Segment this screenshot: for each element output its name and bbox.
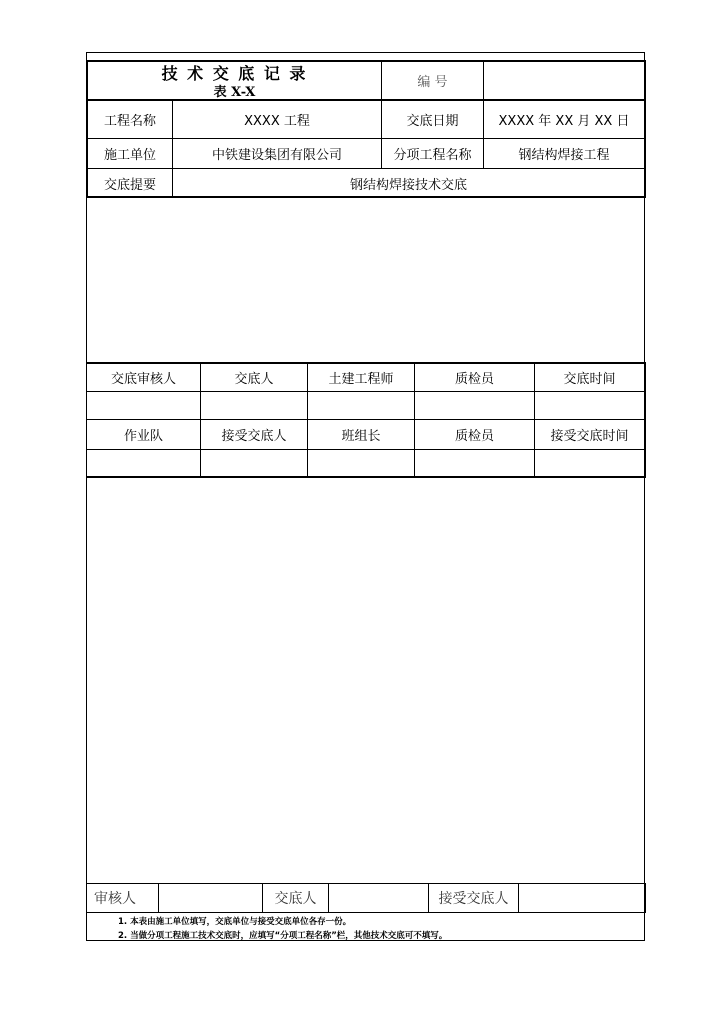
col-header-team-leader: 班组长 — [341, 429, 381, 444]
signature-cell[interactable] — [308, 450, 414, 477]
footer-reviewer-label: 审核人 — [94, 891, 136, 907]
note-1: 1. 本表由施工单位填写，交底单位与接受交底单位各存一份。 — [118, 917, 352, 927]
summary-field[interactable]: 钢结构焊接技术交底 — [349, 177, 467, 193]
form-subtitle: 表 X-X — [213, 84, 256, 100]
project-name-label: 工程名称 — [103, 114, 156, 129]
footer-receiver-label: 接受交底人 — [438, 891, 509, 907]
col-header-receive-time: 接受交底时间 — [550, 429, 629, 444]
signature-cell[interactable] — [535, 450, 644, 477]
col-header-civil-engineer: 土建工程师 — [328, 372, 394, 387]
col-header-disclosure-time: 交底时间 — [563, 372, 616, 387]
footer-receiver-field[interactable] — [519, 884, 644, 912]
footer-reviewer-field[interactable] — [159, 884, 262, 912]
form-title: 技 术 交 底 记 录 — [161, 63, 308, 83]
col-header-work-team: 作业队 — [123, 429, 163, 444]
note-2: 2. 当做分项工程施工技术交底时，应填写“分项工程名称”栏，其他技术交底可不填写。 — [118, 931, 448, 941]
subitem-name-label: 分项工程名称 — [393, 148, 472, 163]
number-field[interactable] — [484, 62, 644, 99]
signature-cell[interactable] — [87, 450, 200, 477]
footer-discloser-label: 交底人 — [274, 891, 317, 907]
disclosure-date-label: 交底日期 — [406, 114, 459, 129]
footer-discloser-field[interactable] — [329, 884, 428, 912]
signature-cell[interactable] — [415, 450, 534, 477]
col-header-inspector-2: 质检员 — [454, 429, 494, 444]
col-header-discloser: 交底人 — [234, 372, 274, 387]
signature-cell[interactable] — [415, 392, 534, 419]
subitem-name-field[interactable]: 钢结构焊接工程 — [518, 148, 610, 163]
number-label: 编 号 — [417, 75, 448, 90]
col-header-inspector: 质检员 — [454, 372, 494, 387]
signature-cell[interactable] — [535, 392, 644, 419]
project-name-field[interactable]: XXXX 工程 — [244, 114, 310, 129]
construction-unit-field[interactable]: 中铁建设集团有限公司 — [211, 148, 342, 163]
signature-cell[interactable] — [201, 392, 307, 419]
disclosure-date-field[interactable]: XXXX 年 XX 月 XX 日 — [498, 114, 630, 129]
summary-label: 交底提要 — [103, 177, 156, 193]
col-header-receiver: 接受交底人 — [221, 429, 287, 444]
signature-cell[interactable] — [201, 450, 307, 477]
construction-unit-label: 施工单位 — [103, 148, 156, 163]
signature-cell[interactable] — [87, 392, 200, 419]
signature-cell[interactable] — [308, 392, 414, 419]
col-header-reviewer: 交底审核人 — [110, 372, 176, 387]
